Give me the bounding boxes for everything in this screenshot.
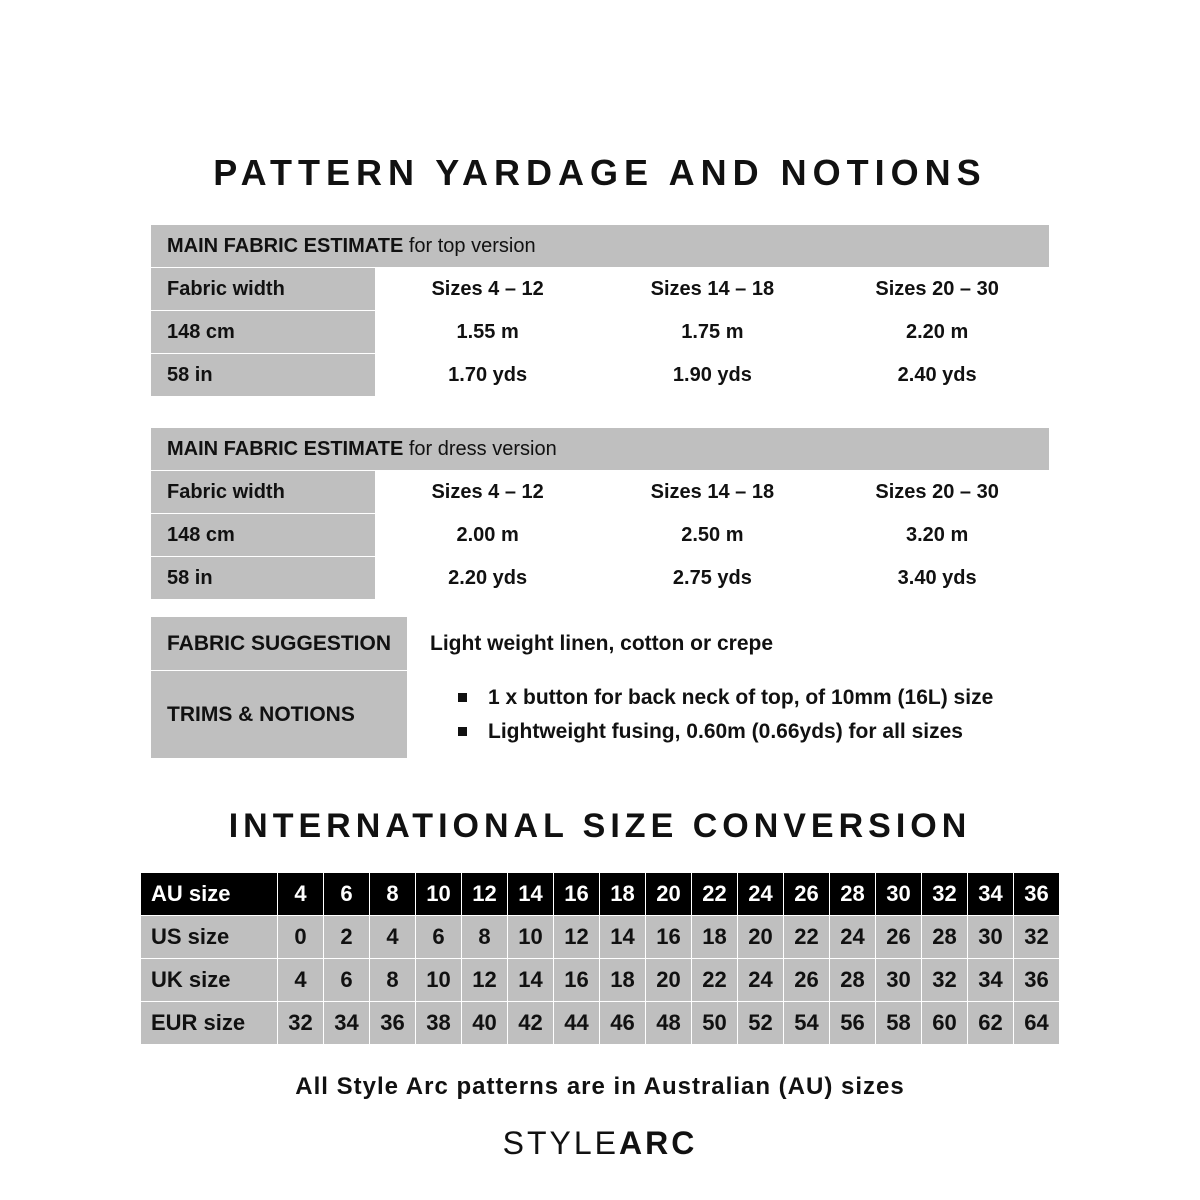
cell-value: 16	[554, 873, 600, 916]
band-bold-text: MAIN FABRIC ESTIMATE	[167, 437, 404, 460]
column-header-sizes-1: Sizes 4 – 12	[375, 268, 600, 311]
cell-value: 1.75 m	[600, 311, 825, 354]
cell-value: 28	[830, 959, 876, 1002]
info-table	[150, 616, 1050, 759]
cell-value: 6	[324, 873, 370, 916]
cell-value: 2.75 yds	[600, 557, 825, 600]
row-label-us: US size	[141, 916, 278, 959]
cell-value: 22	[692, 873, 738, 916]
cell-value: 28	[922, 916, 968, 959]
band-regular-text: for dress version	[403, 437, 557, 460]
cell-value: 34	[324, 1002, 370, 1045]
cell-value: 14	[508, 873, 554, 916]
list-item: Lightweight fusing, 0.60m (0.66yds) for all sizes	[458, 717, 1033, 746]
table-row	[151, 311, 1050, 354]
cell-value: 32	[278, 1002, 324, 1045]
cell-value: 30	[876, 873, 922, 916]
cell-value: 52	[738, 1002, 784, 1045]
cell-value: 24	[738, 959, 784, 1002]
table-band-row	[151, 225, 1050, 268]
row-label-uk: UK size	[141, 959, 278, 1002]
cell-value: 26	[784, 959, 830, 1002]
cell-value: 18	[692, 916, 738, 959]
cell-value: 2.00 m	[375, 514, 600, 557]
cell-value: 18	[600, 959, 646, 1002]
cell-value: 4	[370, 916, 416, 959]
table-row	[151, 557, 1050, 600]
size-conversion-title: INTERNATIONAL SIZE CONVERSION	[228, 807, 972, 846]
cell-value: 58	[876, 1002, 922, 1045]
cell-value: 16	[646, 916, 692, 959]
cell-value: 6	[416, 916, 462, 959]
table-header-row	[151, 471, 1050, 514]
cell-value: 16	[554, 959, 600, 1002]
cell-value: 8	[370, 959, 416, 1002]
cell-value: 1.70 yds	[375, 354, 600, 397]
cell-value: 1.90 yds	[600, 354, 825, 397]
fabric-suggestion-value: Light weight linen, cotton or crepe	[408, 617, 1050, 671]
trims-notions-list	[430, 683, 1033, 746]
yardage-table-top	[150, 224, 1050, 397]
column-header-sizes-1: Sizes 4 – 12	[375, 471, 600, 514]
cell-value: 4	[278, 959, 324, 1002]
cell-value: 46	[600, 1002, 646, 1045]
cell-value: 10	[416, 959, 462, 1002]
row-label: 58 in	[151, 354, 376, 397]
logo-style-text: STYLE	[502, 1125, 620, 1161]
size-conversion-footnote: All Style Arc patterns are in Australian (AU) sizes	[295, 1073, 905, 1101]
fabric-suggestion-label: FABRIC SUGGESTION	[151, 617, 408, 671]
band-bold-text: MAIN FABRIC ESTIMATE	[167, 234, 404, 257]
cell-value: 24	[830, 916, 876, 959]
table-header-row	[141, 873, 1060, 916]
cell-value: 56	[830, 1002, 876, 1045]
cell-value: 40	[462, 1002, 508, 1045]
cell-value: 2.50 m	[600, 514, 825, 557]
cell-value: 32	[1014, 916, 1060, 959]
size-conversion-wrapper	[150, 872, 1050, 1045]
table-row	[151, 354, 1050, 397]
cell-value: 32	[922, 873, 968, 916]
column-header-sizes-3: Sizes 20 – 30	[825, 471, 1050, 514]
cell-value: 36	[370, 1002, 416, 1045]
cell-value: 12	[462, 873, 508, 916]
band-regular-text: for top version	[403, 234, 536, 257]
cell-value: 3.20 m	[825, 514, 1050, 557]
page-title: PATTERN YARDAGE AND NOTIONS	[213, 152, 987, 193]
column-header-fabric-width: Fabric width	[151, 268, 376, 311]
cell-value: 3.40 yds	[825, 557, 1050, 600]
column-header-sizes-2: Sizes 14 – 18	[600, 471, 825, 514]
cell-value: 64	[1014, 1002, 1060, 1045]
cell-value: 1.55 m	[375, 311, 600, 354]
cell-value: 0	[278, 916, 324, 959]
row-label-au: AU size	[141, 873, 278, 916]
fabric-suggestion-row	[151, 617, 1050, 671]
cell-value: 44	[554, 1002, 600, 1045]
cell-value: 22	[784, 916, 830, 959]
cell-value: 18	[600, 873, 646, 916]
table-row	[141, 1002, 1060, 1045]
cell-value: 2.40 yds	[825, 354, 1050, 397]
cell-value: 12	[462, 959, 508, 1002]
column-header-sizes-2: Sizes 14 – 18	[600, 268, 825, 311]
cell-value: 26	[784, 873, 830, 916]
cell-value: 4	[278, 873, 324, 916]
cell-value: 2.20 yds	[375, 557, 600, 600]
cell-value: 36	[1014, 959, 1060, 1002]
row-label: 58 in	[151, 557, 376, 600]
cell-value: 24	[738, 873, 784, 916]
cell-value: 10	[416, 873, 462, 916]
trims-notions-row	[151, 671, 1050, 759]
cell-value: 48	[646, 1002, 692, 1045]
cell-value: 30	[968, 916, 1014, 959]
list-item: 1 x button for back neck of top, of 10mm (16L) size	[458, 683, 1033, 712]
logo-arc-text: ARC	[619, 1125, 698, 1161]
cell-value: 42	[508, 1002, 554, 1045]
cell-value: 12	[554, 916, 600, 959]
column-header-sizes-3: Sizes 20 – 30	[825, 268, 1050, 311]
yardage-table-dress	[150, 427, 1050, 600]
column-header-fabric-width: Fabric width	[151, 471, 376, 514]
cell-value: 50	[692, 1002, 738, 1045]
yardage-block-dress	[150, 427, 1050, 600]
cell-value: 60	[922, 1002, 968, 1045]
band-label	[151, 225, 1050, 268]
cell-value: 22	[692, 959, 738, 1002]
yardage-block-top	[150, 224, 1050, 397]
table-row	[141, 959, 1060, 1002]
table-band-row	[151, 428, 1050, 471]
cell-value: 34	[968, 873, 1014, 916]
size-conversion-table	[140, 872, 1060, 1045]
table-header-row	[151, 268, 1050, 311]
row-label: 148 cm	[151, 514, 376, 557]
row-label-eur: EUR size	[141, 1002, 278, 1045]
cell-value: 20	[646, 873, 692, 916]
cell-value: 54	[784, 1002, 830, 1045]
cell-value: 30	[876, 959, 922, 1002]
cell-value: 20	[646, 959, 692, 1002]
cell-value: 14	[600, 916, 646, 959]
cell-value: 38	[416, 1002, 462, 1045]
cell-value: 32	[922, 959, 968, 1002]
trims-notions-value	[408, 671, 1050, 759]
cell-value: 34	[968, 959, 1014, 1002]
cell-value: 2.20 m	[825, 311, 1050, 354]
row-label: 148 cm	[151, 311, 376, 354]
trims-notions-label: TRIMS & NOTIONS	[151, 671, 408, 759]
brand-logo	[0, 1125, 1200, 1162]
cell-value: 36	[1014, 873, 1060, 916]
cell-value: 28	[830, 873, 876, 916]
band-label	[151, 428, 1050, 471]
cell-value: 2	[324, 916, 370, 959]
cell-value: 26	[876, 916, 922, 959]
cell-value: 6	[324, 959, 370, 1002]
table-row	[141, 916, 1060, 959]
cell-value: 20	[738, 916, 784, 959]
cell-value: 14	[508, 959, 554, 1002]
cell-value: 8	[370, 873, 416, 916]
cell-value: 10	[508, 916, 554, 959]
cell-value: 8	[462, 916, 508, 959]
cell-value: 62	[968, 1002, 1014, 1045]
table-row	[151, 514, 1050, 557]
